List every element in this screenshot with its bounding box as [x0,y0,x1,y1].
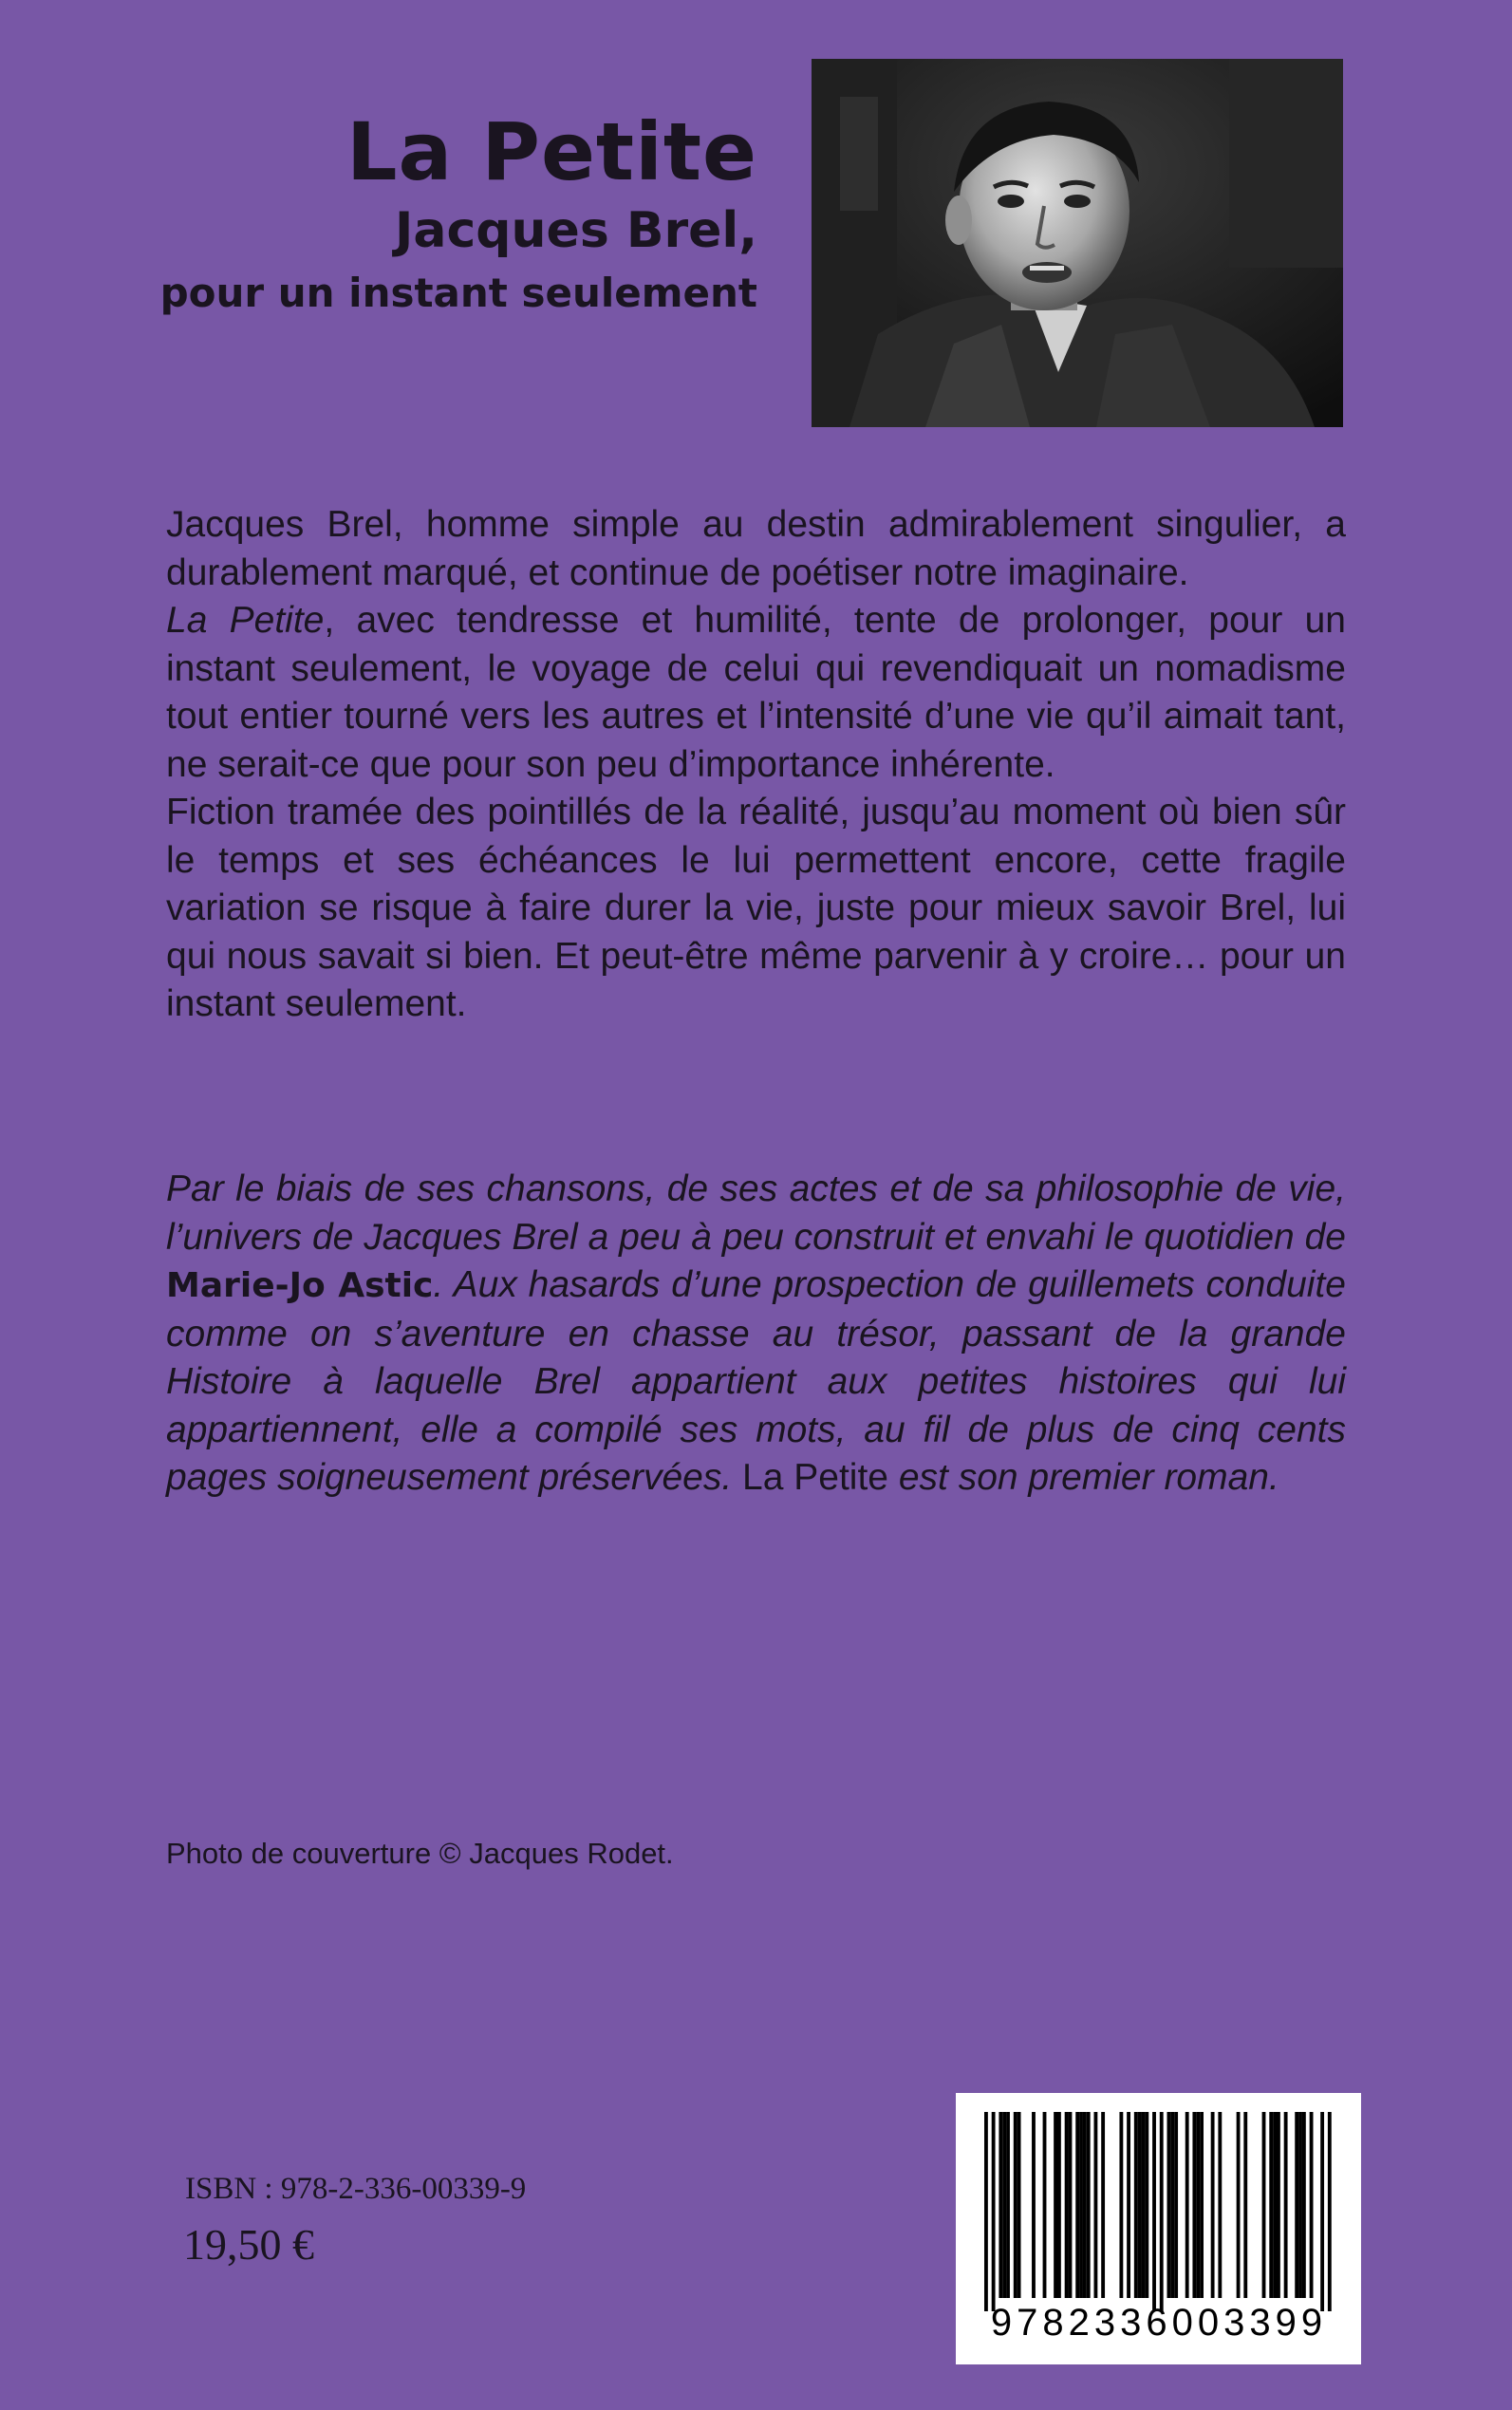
blurb-paragraph-1: Jacques Brel, homme simple au destin admirablement singulier, a durablement marqué, et continue de poétiser notre imaginaire. [166,504,1346,593]
barcode-bar [1211,2112,1215,2298]
cover-title-block [160,104,757,325]
barcode-digits: 9782336003399 [990,2302,1328,2344]
barcode-bar [1014,2112,1017,2298]
barcode-bar [1284,2112,1288,2298]
barcode-bar [1237,2112,1241,2298]
barcode-bar [999,2112,1002,2298]
barcode-bar [1174,2112,1178,2298]
barcode-bar [984,2112,988,2311]
barcode-bar [1185,2112,1189,2298]
blurb-paragraph-3: Fiction tramée des pointillés de la réalité, jusqu’au moment où bien sûr le temps et ses échéances le lui permettent encore, cette fragile variation se risque à faire durer la vie, juste pour mieux savoir Brel, lui qui nous savait si bien. Et peut-être même parvenir à y croire… pour un instant seulement. [166,792,1346,1024]
photo-credit: Photo de couverture © Jacques Rodet. [166,1837,674,1870]
barcode-bar [1200,2112,1204,2298]
blurb-paragraph-2 [166,597,1346,789]
barcode-bar [1295,2112,1298,2298]
author-bio [166,1166,1346,1503]
isbn: ISBN : 978-2-336-00339-9 [185,2172,527,2206]
barcode-bar [1134,2112,1138,2298]
barcode-bar [1075,2112,1079,2298]
barcode-bar [1065,2112,1069,2298]
price: 19,50 € [183,2220,314,2269]
barcode-bar [1069,2112,1073,2298]
barcode-bar [1087,2112,1091,2298]
barcode-bar [1243,2112,1247,2298]
barcode-bar [1320,2112,1324,2311]
barcode-bar [1302,2112,1306,2298]
barcode-bar [1269,2112,1273,2298]
author-photo [812,59,1343,427]
barcode-bar [1032,2112,1036,2298]
barcode-bar [1310,2112,1314,2298]
barcode-bar [992,2112,996,2311]
author-bio-book-title: La Petite [742,1457,888,1498]
barcode-bar [1192,2112,1196,2298]
barcode-bar [1152,2112,1156,2311]
barcode-bar [1328,2112,1332,2311]
barcode-bar [1002,2112,1006,2298]
blurb-paragraph-2-text: , avec tendresse et humilité, tente de prolonger, pour un instant seulement, le voyage de celui qui revendiquait un nomadisme tout entier tourné vers les autres et l’intensité d’une vie qu’il aimait tant, ne serait-ce que pour son peu d’importance inhérente. [166,600,1346,785]
barcode-bar [1170,2112,1174,2298]
book-title: La Petite [345,105,757,198]
barcode-bar [1273,2112,1277,2298]
barcode-bar [1119,2112,1123,2298]
barcode-bar [1218,2112,1222,2298]
barcode-bar [1017,2112,1021,2298]
barcode-bar [1006,2112,1010,2298]
author-name: Marie-Jo Astic [166,1266,434,1305]
barcode-bar [1142,2112,1146,2298]
barcode-bar [1138,2112,1142,2298]
author-bio-text-1: Par le biais de ses chansons, de ses actes et de sa philosophie de vie, l’univers de Jacques Brel a peu à peu construit et envahi le quotidien de [166,1168,1346,1258]
blurb [166,501,1346,1029]
barcode-bar [1083,2112,1087,2298]
barcode-bar [1094,2112,1098,2298]
portrait-illustration [812,59,1343,427]
barcode-bar [1054,2112,1057,2298]
author-bio-text-2: . Aux hasards d’une prospection de guillemets conduite comme on s’aventure en chasse au trésor, passant de la grande Histoire à laquelle Brel appartient aux petites histoires qui lui appartiennent, elle a compilé ses mots, au fil de plus de cinq cents pages soigneusement préservées. [166,1264,1346,1498]
barcode-bar [1127,2112,1130,2298]
book-subtitle-line1: Jacques Brel, [395,202,757,259]
barcode-bar [1160,2112,1164,2311]
barcode-bar [1079,2112,1083,2298]
author-bio-text-3: est son premier roman. [888,1457,1279,1498]
barcode-bar [1145,2112,1148,2298]
barcode [956,2093,1361,2364]
book-subtitle-line2: pour un instant seulement [159,270,757,316]
barcode-bar [1277,2112,1280,2298]
barcode-bar [1057,2112,1061,2298]
barcode-bar [1298,2112,1302,2298]
barcode-bar [1043,2112,1047,2298]
blurb-book-title: La Petite [166,600,325,641]
barcode-bar [1262,2112,1266,2298]
barcode-bar [1167,2112,1171,2298]
barcode-bar [1101,2112,1105,2298]
barcode-bar [1196,2112,1200,2298]
